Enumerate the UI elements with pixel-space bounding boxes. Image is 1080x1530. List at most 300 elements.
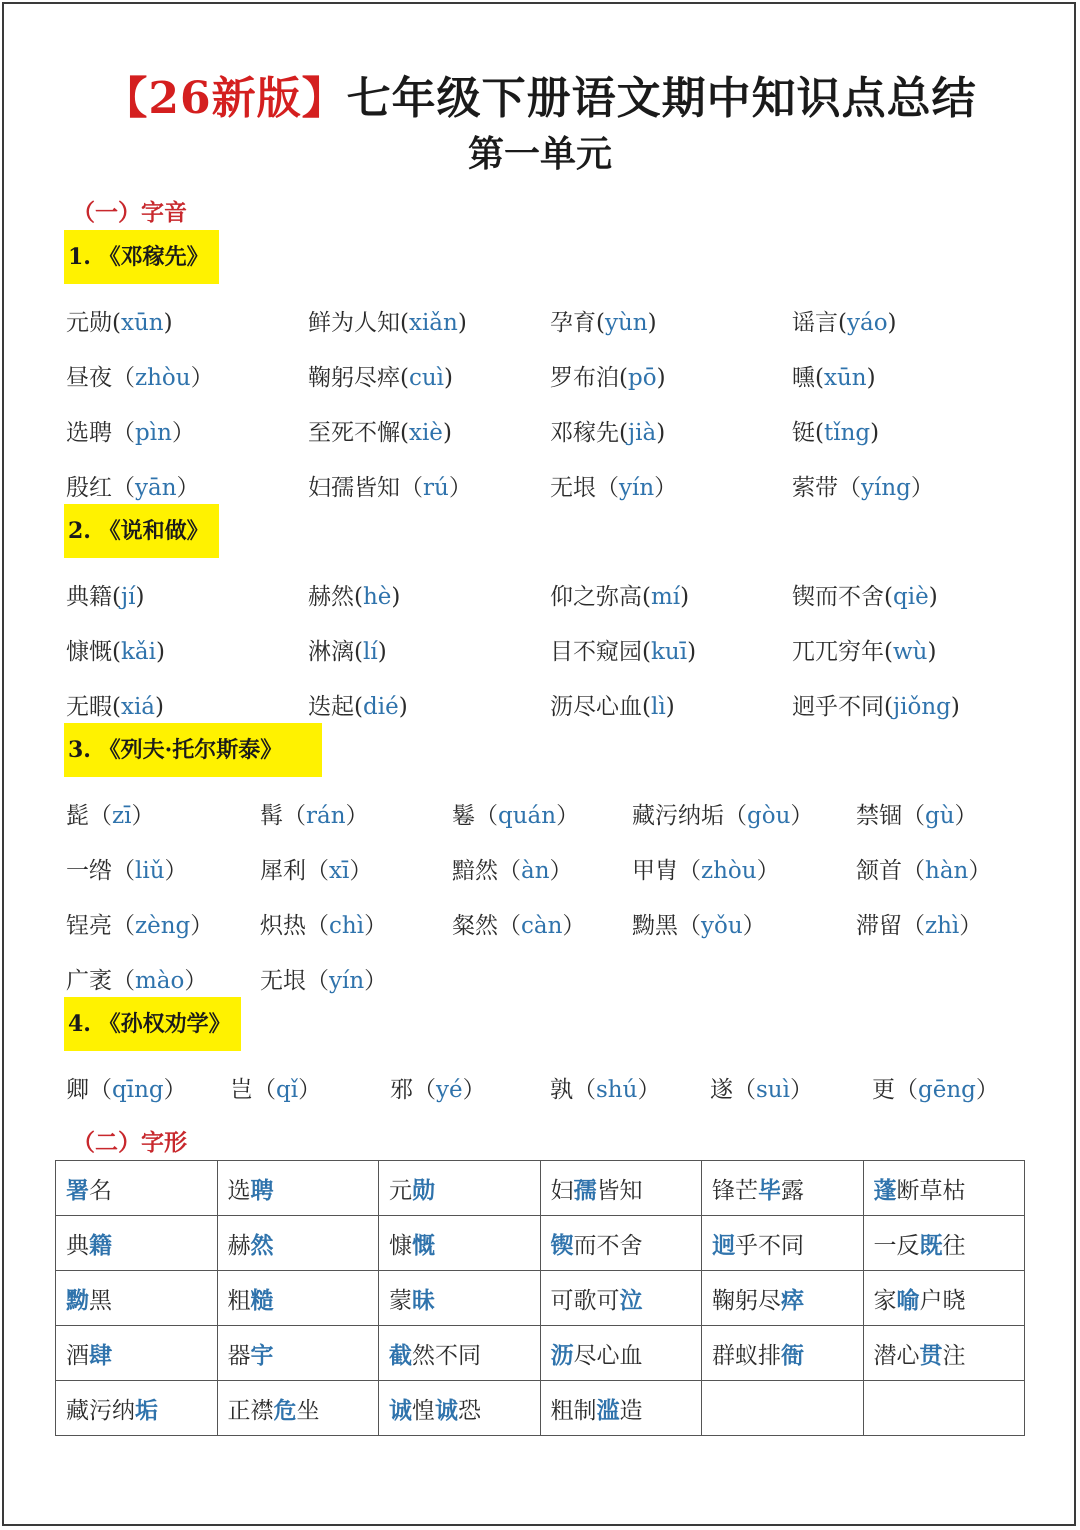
close-paren: ) bbox=[928, 584, 938, 610]
pinyin-reading: yín bbox=[329, 968, 365, 994]
open-paren: （ bbox=[112, 968, 135, 994]
close-paren: ） bbox=[364, 913, 388, 939]
open-paren: ( bbox=[400, 310, 409, 336]
highlight-char: 截 bbox=[389, 1341, 412, 1369]
glyph-cell bbox=[702, 1326, 864, 1381]
pinyin-entry bbox=[308, 359, 453, 392]
pinyin-entry bbox=[792, 359, 876, 392]
plain-char: 蒙 bbox=[389, 1287, 412, 1314]
pinyin-word: 仰之弥高 bbox=[550, 584, 642, 610]
pinyin-reading: zī bbox=[112, 803, 132, 829]
close-paren: ) bbox=[887, 310, 897, 336]
pinyin-reading: jià bbox=[627, 420, 657, 446]
close-paren: ) bbox=[444, 365, 454, 391]
pinyin-entry bbox=[792, 633, 936, 666]
glyph-cell bbox=[379, 1381, 541, 1436]
pinyin-reading: gēng bbox=[918, 1077, 976, 1103]
pinyin-row bbox=[0, 633, 1080, 673]
pinyin-entry bbox=[66, 578, 144, 611]
lesson-label: 2. 《说和做》 bbox=[64, 504, 219, 558]
pinyin-reading: jiǒng bbox=[892, 694, 951, 720]
highlight-char: 宇 bbox=[250, 1341, 274, 1369]
highlight-char: 诚 bbox=[435, 1396, 458, 1424]
pinyin-entry bbox=[230, 1071, 321, 1104]
pinyin-entry bbox=[710, 1071, 813, 1104]
pinyin-entry bbox=[792, 469, 934, 502]
close-paren: ） bbox=[556, 803, 580, 829]
pinyin-word: 选聘 bbox=[66, 420, 112, 446]
pinyin-reading: liǔ bbox=[135, 858, 165, 884]
pinyin-entry bbox=[550, 1071, 660, 1104]
open-paren: ( bbox=[112, 694, 121, 720]
plain-char: 粗 bbox=[227, 1287, 251, 1314]
highlight-char: 瘁 bbox=[781, 1286, 804, 1314]
close-paren: ） bbox=[462, 1077, 486, 1103]
glyph-cell bbox=[540, 1216, 702, 1271]
open-paren: （ bbox=[573, 1077, 596, 1103]
glyph-cell bbox=[379, 1216, 541, 1271]
close-paren: ） bbox=[345, 803, 369, 829]
pinyin-row bbox=[0, 578, 1080, 618]
pinyin-word: 孕育 bbox=[550, 310, 596, 336]
title-text: 七年级下册语文期中知识点总结 bbox=[346, 73, 977, 124]
open-paren: （ bbox=[306, 858, 329, 884]
pinyin-entry bbox=[66, 907, 213, 940]
close-paren: ) bbox=[687, 639, 697, 665]
highlight-char: 糙 bbox=[250, 1286, 274, 1314]
pinyin-entry bbox=[792, 688, 960, 721]
pinyin-word: 锲而不舍 bbox=[792, 584, 884, 610]
glyph-cell bbox=[863, 1161, 1025, 1216]
plain-char: 坐 bbox=[296, 1397, 320, 1424]
pinyin-word: 一绺 bbox=[66, 858, 112, 884]
open-paren: （ bbox=[902, 858, 925, 884]
open-paren: ( bbox=[400, 365, 409, 391]
pinyin-reading: gù bbox=[925, 803, 955, 829]
close-paren: ) bbox=[950, 694, 960, 720]
open-paren: （ bbox=[724, 803, 747, 829]
glyph-cell bbox=[702, 1216, 864, 1271]
pinyin-reading: hè bbox=[362, 584, 392, 610]
highlight-char: 既 bbox=[919, 1231, 943, 1259]
pinyin-reading: yín bbox=[619, 475, 655, 501]
plain-char: 造 bbox=[619, 1397, 643, 1424]
pinyin-entry bbox=[260, 907, 387, 940]
close-paren: ) bbox=[656, 365, 666, 391]
close-paren: ） bbox=[975, 1077, 999, 1103]
pinyin-word: 髯 bbox=[260, 803, 283, 829]
pinyin-word: 赫然 bbox=[308, 584, 354, 610]
pinyin-reading: zhòu bbox=[135, 365, 191, 391]
highlight-char: 肆 bbox=[89, 1341, 112, 1369]
plain-char: 户晓 bbox=[919, 1287, 966, 1314]
open-paren: ( bbox=[642, 694, 651, 720]
glyph-cell bbox=[379, 1271, 541, 1326]
close-paren: ） bbox=[131, 803, 155, 829]
open-paren: （ bbox=[413, 1077, 436, 1103]
pinyin-reading: zèng bbox=[135, 913, 191, 939]
open-paren: ( bbox=[815, 420, 824, 446]
pinyin-entry bbox=[550, 688, 675, 721]
section-heading-glyph: （二）字形 bbox=[72, 1129, 187, 1156]
close-paren: ） bbox=[364, 968, 388, 994]
glyph-cell bbox=[56, 1161, 218, 1216]
open-paren: （ bbox=[838, 475, 861, 501]
open-paren: （ bbox=[89, 803, 112, 829]
plain-char: 正襟 bbox=[227, 1397, 274, 1424]
pinyin-reading: zhòu bbox=[701, 858, 757, 884]
close-paren: ） bbox=[959, 913, 983, 939]
pinyin-entry bbox=[550, 633, 696, 666]
glyph-cell bbox=[702, 1271, 864, 1326]
open-paren: （ bbox=[400, 475, 423, 501]
glyph-cell bbox=[379, 1161, 541, 1216]
open-paren: ( bbox=[354, 584, 363, 610]
pinyin-entry bbox=[308, 578, 400, 611]
pinyin-entry bbox=[452, 852, 573, 885]
pinyin-word: 犀利 bbox=[260, 858, 306, 884]
pinyin-reading: yùn bbox=[604, 310, 648, 336]
pinyin-reading: àn bbox=[521, 858, 550, 884]
plain-char: 妇 bbox=[550, 1177, 574, 1204]
highlight-char: 毕 bbox=[758, 1176, 781, 1204]
pinyin-word: 邓稼先 bbox=[550, 420, 619, 446]
table-row bbox=[56, 1161, 1025, 1216]
plain-char: 惶 bbox=[412, 1397, 435, 1424]
close-paren: ） bbox=[789, 1077, 813, 1103]
pinyin-reading: yǒu bbox=[701, 913, 743, 939]
open-paren: ( bbox=[884, 639, 893, 665]
close-paren: ) bbox=[398, 694, 408, 720]
close-paren: ） bbox=[349, 858, 373, 884]
pinyin-entry bbox=[66, 359, 214, 392]
highlight-char: 然 bbox=[250, 1231, 274, 1259]
pinyin-word: 慷慨 bbox=[66, 639, 112, 665]
highlight-char: 慨 bbox=[412, 1231, 435, 1259]
plain-char: 锋芒 bbox=[712, 1177, 758, 1204]
glyph-cell bbox=[56, 1271, 218, 1326]
lesson-label: 3. 《列夫·托尔斯泰》 bbox=[64, 723, 322, 777]
pinyin-word: 邪 bbox=[390, 1077, 413, 1103]
pinyin-row bbox=[0, 852, 1080, 892]
pinyin-entry bbox=[856, 797, 978, 830]
pinyin-word: 兀兀穷年 bbox=[792, 639, 884, 665]
pinyin-reading: pìn bbox=[135, 420, 172, 446]
table-row bbox=[56, 1271, 1025, 1326]
glyph-cell bbox=[217, 1216, 379, 1271]
close-paren: ） bbox=[171, 420, 195, 446]
plain-char: 名 bbox=[89, 1177, 112, 1204]
open-paren: ( bbox=[642, 639, 651, 665]
table-row bbox=[56, 1216, 1025, 1271]
open-paren: ( bbox=[400, 420, 409, 446]
pinyin-entry bbox=[856, 907, 982, 940]
pinyin-reading: qǐ bbox=[276, 1077, 299, 1103]
highlight-char: 衙 bbox=[781, 1341, 804, 1369]
open-paren: ( bbox=[112, 639, 121, 665]
pinyin-entry bbox=[792, 304, 897, 337]
pinyin-word: 铤 bbox=[792, 420, 815, 446]
pinyin-reading: shú bbox=[596, 1077, 638, 1103]
pinyin-entry bbox=[792, 578, 938, 611]
glyph-cell bbox=[540, 1271, 702, 1326]
open-paren: ( bbox=[112, 310, 121, 336]
open-paren: （ bbox=[253, 1077, 276, 1103]
pinyin-entry bbox=[792, 414, 879, 447]
open-paren: （ bbox=[733, 1077, 756, 1103]
pinyin-entry bbox=[308, 688, 408, 721]
pinyin-entry bbox=[452, 907, 585, 940]
highlight-char: 昧 bbox=[412, 1286, 435, 1314]
highlight-char: 聘 bbox=[250, 1176, 274, 1204]
pinyin-reading: xūn bbox=[120, 310, 164, 336]
highlight-char: 沥 bbox=[550, 1341, 574, 1369]
close-paren: ） bbox=[756, 858, 780, 884]
pinyin-entry bbox=[856, 852, 991, 885]
plain-char: 露 bbox=[781, 1177, 804, 1204]
glyph-cell bbox=[540, 1326, 702, 1381]
pinyin-reading: gòu bbox=[747, 803, 791, 829]
plain-char: 黑 bbox=[89, 1287, 112, 1314]
pinyin-entry bbox=[66, 852, 188, 885]
open-paren: （ bbox=[283, 803, 306, 829]
pinyin-entry bbox=[550, 578, 689, 611]
glyph-table bbox=[55, 1160, 1025, 1436]
pinyin-reading: yé bbox=[436, 1077, 463, 1103]
open-paren: ( bbox=[619, 365, 628, 391]
close-paren: ) bbox=[927, 639, 937, 665]
plain-char: 注 bbox=[942, 1342, 966, 1369]
plain-char: 酒 bbox=[66, 1342, 89, 1369]
pinyin-reading: jí bbox=[120, 584, 136, 610]
glyph-cell bbox=[56, 1326, 218, 1381]
plain-char: 赫 bbox=[227, 1232, 251, 1259]
glyph-cell bbox=[379, 1326, 541, 1381]
close-paren: ) bbox=[391, 584, 401, 610]
close-paren: ） bbox=[190, 913, 214, 939]
pinyin-reading: pō bbox=[627, 365, 657, 391]
pinyin-word: 萦带 bbox=[792, 475, 838, 501]
close-paren: ） bbox=[184, 968, 208, 994]
close-paren: ) bbox=[163, 310, 173, 336]
close-paren: ） bbox=[742, 913, 766, 939]
pinyin-reading: yān bbox=[135, 475, 177, 501]
highlight-char: 泣 bbox=[619, 1286, 643, 1314]
pinyin-reading: mí bbox=[650, 584, 681, 610]
lesson-label: 4. 《孙权劝学》 bbox=[64, 997, 241, 1051]
glyph-cell bbox=[702, 1161, 864, 1216]
close-paren: ） bbox=[790, 803, 814, 829]
pinyin-entry bbox=[308, 304, 467, 337]
plain-char: 潜心 bbox=[873, 1342, 920, 1369]
open-paren: ( bbox=[112, 584, 121, 610]
pinyin-reading: xī bbox=[329, 858, 350, 884]
plain-char: 一反 bbox=[873, 1232, 920, 1259]
pinyin-reading: rán bbox=[306, 803, 346, 829]
pinyin-word: 谣言 bbox=[792, 310, 838, 336]
highlight-char: 锲 bbox=[550, 1231, 574, 1259]
pinyin-entry bbox=[66, 797, 154, 830]
open-paren: （ bbox=[112, 858, 135, 884]
pinyin-reading: suì bbox=[756, 1077, 790, 1103]
plain-char: 往 bbox=[942, 1232, 966, 1259]
pinyin-entry bbox=[66, 962, 207, 995]
pinyin-reading: càn bbox=[521, 913, 563, 939]
open-paren: （ bbox=[112, 365, 135, 391]
plain-char: 恐 bbox=[458, 1397, 481, 1424]
open-paren: ( bbox=[815, 365, 824, 391]
highlight-char: 贯 bbox=[919, 1341, 943, 1369]
pinyin-word: 颔首 bbox=[856, 858, 902, 884]
section-heading-pronunciation: （一）字音 bbox=[72, 199, 187, 226]
pinyin-row bbox=[0, 1071, 1080, 1111]
plain-char: 而不舍 bbox=[573, 1232, 643, 1259]
open-paren: ( bbox=[884, 694, 893, 720]
pinyin-word: 粲然 bbox=[452, 913, 498, 939]
highlight-char: 勋 bbox=[412, 1176, 435, 1204]
table-row bbox=[56, 1326, 1025, 1381]
close-paren: ） bbox=[562, 913, 586, 939]
highlight-char: 署 bbox=[66, 1176, 89, 1204]
pinyin-word: 无暇 bbox=[66, 694, 112, 720]
glyph-cell bbox=[702, 1381, 864, 1436]
pinyin-row bbox=[0, 304, 1080, 344]
pinyin-entry bbox=[66, 414, 195, 447]
pinyin-row bbox=[0, 907, 1080, 947]
pinyin-word: 妇孺皆知 bbox=[308, 475, 400, 501]
pinyin-entry bbox=[66, 469, 200, 502]
open-paren: （ bbox=[678, 858, 701, 884]
plain-char: 慷 bbox=[389, 1232, 412, 1259]
pinyin-word: 淋漓 bbox=[308, 639, 354, 665]
glyph-cell bbox=[540, 1381, 702, 1436]
close-paren: ） bbox=[176, 475, 200, 501]
open-paren: ( bbox=[354, 639, 363, 665]
close-paren: ） bbox=[549, 858, 573, 884]
pinyin-reading: xiè bbox=[408, 420, 443, 446]
close-paren: ） bbox=[164, 858, 188, 884]
close-paren: ） bbox=[298, 1077, 322, 1103]
close-paren: ) bbox=[656, 420, 666, 446]
plain-char: 藏污纳 bbox=[66, 1397, 135, 1424]
pinyin-entry bbox=[260, 962, 387, 995]
close-paren: ) bbox=[647, 310, 657, 336]
pinyin-word: 沥尽心血 bbox=[550, 694, 642, 720]
pinyin-entry bbox=[632, 907, 766, 940]
close-paren: ） bbox=[968, 858, 992, 884]
pinyin-row bbox=[0, 962, 1080, 1002]
pinyin-word: 元勋 bbox=[66, 310, 112, 336]
close-paren: ) bbox=[377, 639, 387, 665]
plain-char: 典 bbox=[66, 1232, 89, 1259]
open-paren: （ bbox=[112, 475, 135, 501]
close-paren: ） bbox=[190, 365, 214, 391]
pinyin-reading: xiá bbox=[120, 694, 156, 720]
plain-char: 群蚁排 bbox=[712, 1342, 781, 1369]
highlight-char: 籍 bbox=[89, 1231, 112, 1259]
pinyin-word: 鞠躬尽瘁 bbox=[308, 365, 400, 391]
close-paren: ） bbox=[910, 475, 934, 501]
pinyin-row bbox=[0, 469, 1080, 509]
open-paren: （ bbox=[678, 913, 701, 939]
plain-char: 鞠躬尽 bbox=[712, 1287, 781, 1314]
glyph-cell bbox=[863, 1271, 1025, 1326]
open-paren: ( bbox=[354, 694, 363, 720]
pinyin-word: 迭起 bbox=[308, 694, 354, 720]
pinyin-word: 甲胄 bbox=[632, 858, 678, 884]
pinyin-word: 炽热 bbox=[260, 913, 306, 939]
highlight-char: 孺 bbox=[573, 1176, 597, 1204]
pinyin-reading: kuī bbox=[650, 639, 688, 665]
pinyin-word: 目不窥园 bbox=[550, 639, 642, 665]
pinyin-word: 迥乎不同 bbox=[792, 694, 884, 720]
pinyin-reading: zhì bbox=[925, 913, 960, 939]
pinyin-word: 藏污纳垢 bbox=[632, 803, 724, 829]
edition-badge: 【26新版】 bbox=[103, 73, 347, 124]
close-paren: ） bbox=[954, 803, 978, 829]
plain-char: 器 bbox=[227, 1342, 251, 1369]
pinyin-reading: hàn bbox=[925, 858, 969, 884]
pinyin-reading: wù bbox=[892, 639, 928, 665]
pinyin-entry bbox=[550, 414, 665, 447]
close-paren: ) bbox=[155, 694, 165, 720]
glyph-cell bbox=[863, 1326, 1025, 1381]
pinyin-word: 髭 bbox=[66, 803, 89, 829]
highlight-char: 危 bbox=[273, 1396, 297, 1424]
open-paren: （ bbox=[498, 913, 521, 939]
open-paren: （ bbox=[498, 858, 521, 884]
close-paren: ) bbox=[457, 310, 467, 336]
open-paren: （ bbox=[112, 913, 135, 939]
open-paren: ( bbox=[642, 584, 651, 610]
pinyin-reading: cuì bbox=[408, 365, 445, 391]
pinyin-word: 昼夜 bbox=[66, 365, 112, 391]
pinyin-reading: xiǎn bbox=[408, 310, 458, 336]
plain-char: 尽心血 bbox=[573, 1342, 643, 1369]
highlight-char: 蓬 bbox=[873, 1176, 897, 1204]
pinyin-word: 黯然 bbox=[452, 858, 498, 884]
plain-char: 家 bbox=[873, 1287, 897, 1314]
pinyin-word: 至死不懈 bbox=[308, 420, 400, 446]
open-paren: （ bbox=[112, 420, 135, 446]
glyph-cell bbox=[863, 1216, 1025, 1271]
pinyin-entry bbox=[632, 852, 780, 885]
close-paren: ) bbox=[866, 365, 876, 391]
close-paren: ） bbox=[637, 1077, 661, 1103]
open-paren: （ bbox=[902, 913, 925, 939]
pinyin-entry bbox=[550, 359, 666, 392]
open-paren: （ bbox=[306, 913, 329, 939]
pinyin-row bbox=[0, 414, 1080, 454]
pinyin-reading: dié bbox=[362, 694, 399, 720]
pinyin-entry bbox=[550, 469, 677, 502]
pinyin-entry bbox=[550, 304, 657, 337]
pinyin-word: 鲜为人知 bbox=[308, 310, 400, 336]
glyph-cell bbox=[540, 1161, 702, 1216]
plain-char: 然不同 bbox=[412, 1342, 481, 1369]
pinyin-reading: yíng bbox=[861, 475, 911, 501]
pinyin-row bbox=[0, 359, 1080, 399]
highlight-char: 滥 bbox=[596, 1396, 620, 1424]
open-paren: ( bbox=[619, 420, 628, 446]
close-paren: ) bbox=[442, 420, 452, 446]
unit-title: 第一单元 bbox=[467, 133, 612, 175]
highlight-char: 诚 bbox=[389, 1396, 412, 1424]
pinyin-reading: chì bbox=[329, 913, 365, 939]
pinyin-row bbox=[0, 688, 1080, 728]
pinyin-reading: qīng bbox=[112, 1077, 164, 1103]
plain-char: 粗制 bbox=[550, 1397, 597, 1424]
